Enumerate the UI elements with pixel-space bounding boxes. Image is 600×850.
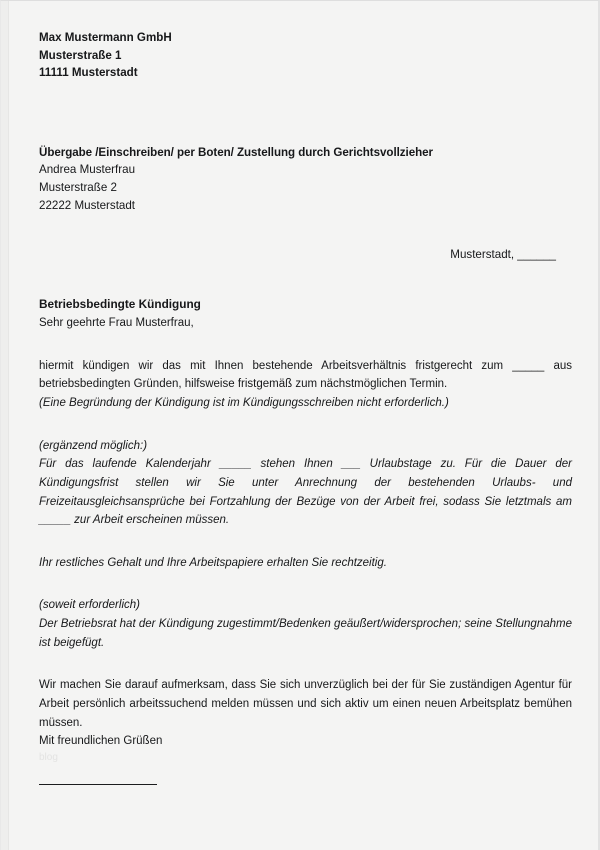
agency-notice-text: Wir machen Sie darauf aufmerksam, dass Sie sich unverzüglich bei der für Sie zuständigen Agentur für Arbeit persönlich arbeitssuchend melden müssen und sich aktiv um einen neuen Arbeitsplatz bemühen müssen. bbox=[39, 679, 572, 729]
salary-section bbox=[39, 554, 572, 573]
sender-company: Max Mustermann GmbH bbox=[39, 31, 172, 44]
recipient-city: 22222 Musterstadt bbox=[39, 198, 136, 212]
sender-address-block bbox=[39, 29, 572, 82]
signature-line bbox=[39, 784, 157, 785]
main-paragraph: hiermit kündigen wir das mit Ihnen bestehende Arbeitsverhältnis fristgerecht zum _____ aus betriebsbedingten Gründen, hilfsweise fristgemäß zum nächstmöglichen Termin. bbox=[39, 359, 572, 391]
recipient-name: Andrea Musterfrau bbox=[39, 163, 136, 177]
letter-body bbox=[39, 29, 572, 785]
sender-city: 11111 Musterstadt bbox=[39, 66, 138, 80]
works-council-text: Der Betriebsrat hat der Kündigung zugestimmt/Bedenken geäußert/widersprochen; seine Stellungnahme ist beigefügt. bbox=[39, 618, 572, 649]
sender-street: Musterstraße 1 bbox=[39, 48, 122, 62]
works-council-heading: (soweit erforderlich) bbox=[39, 599, 140, 612]
optional-vacation-text: Für das laufende Kalenderjahr _____ stehen Ihnen ___ Urlaubstage zu. Für die Dauer der Kündigungsfrist stellen wir Sie unter Anrechnung der bestehenden Urlaubs- und Freizeitausgleichsansprüche bei Fortzahlung der Bezüge von der Arbeit frei, sodass Sie letztmals am _____ zur Arbeit erscheinen müssen. bbox=[39, 458, 572, 527]
subject-line: Betriebsbedingte Kündigung bbox=[39, 297, 201, 312]
optional-heading: (ergänzend möglich:) bbox=[39, 439, 148, 452]
salary-text: Ihr restliches Gehalt und Ihre Arbeitspapiere erhalten Sie rechtzeitig. bbox=[39, 556, 387, 569]
main-paragraph-block bbox=[39, 357, 572, 413]
delivery-method-note: Übergabe /Einschreiben/ per Boten/ Zustellung durch Gerichtsvollzieher bbox=[39, 145, 433, 159]
optional-section bbox=[39, 437, 572, 530]
closing-greeting: Mit freundlichen Grüßen bbox=[39, 735, 163, 748]
address-spacer bbox=[39, 82, 572, 144]
recipient-street: Musterstraße 2 bbox=[39, 181, 117, 195]
recipient-address-block bbox=[39, 161, 572, 214]
place-date-line: Musterstadt, ______ bbox=[450, 248, 556, 262]
salutation: Sehr geehrte Frau Musterfrau, bbox=[39, 317, 194, 330]
agency-notice-section bbox=[39, 676, 572, 732]
main-paragraph-note: (Eine Begründung der Kündigung ist im Kündigungsschreiben nicht erforderlich.) bbox=[39, 397, 449, 410]
works-council-section bbox=[39, 596, 572, 652]
watermark-text: blog bbox=[39, 751, 58, 763]
